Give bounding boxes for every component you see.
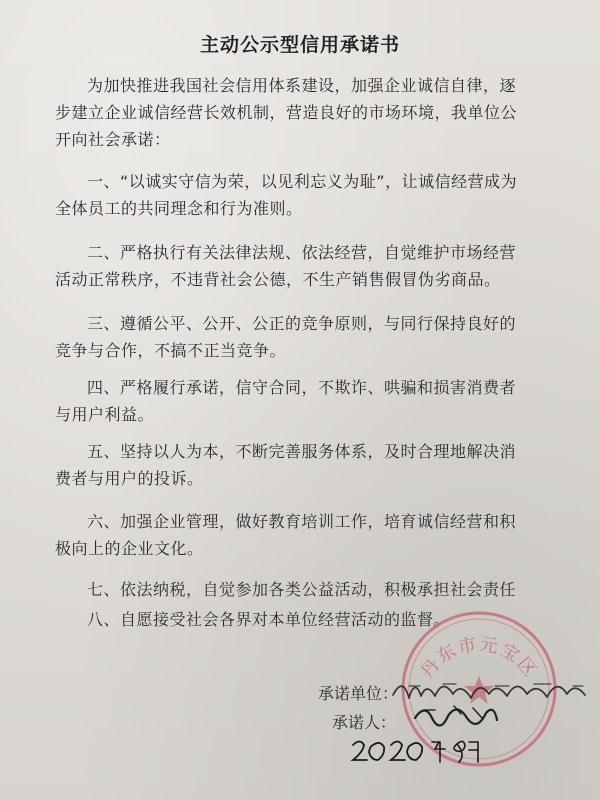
commitment-line: 一、“以诚实守信为荣，以见利忘义为耻”，让诚信经营成为 <box>87 172 518 191</box>
commitment-line: 六、加强企业管理，做好教育培训工作，培育诚信经营和积 <box>87 512 517 531</box>
commitment-line: 四、严格履行承诺，信守合同，不欺诈、哄骗和损害消费者 <box>87 378 517 397</box>
commitment-line: 活动正常秩序，不违背社会公德，不生产销售假冒伪劣商品。 <box>55 270 501 289</box>
handwritten-date <box>345 735 495 771</box>
commitment-line: 二、严格执行有关法律法规、依法经营，自觉维护市场经营 <box>87 243 517 262</box>
intro-line: 为加快推进我国社会信用体系建设，加强企业诚信自律，逐 <box>87 76 517 95</box>
commitment-line: 与用户利益。 <box>55 405 155 424</box>
commitment-line: 费者与用户的投诉。 <box>55 469 204 488</box>
document-title: 主动公示型信用承诺书 <box>199 34 400 56</box>
commitment-line: 全体员工的共同理念和行为准则。 <box>55 199 303 218</box>
commitment-line: 七、依法纳税，自觉参加各类公益活动，积极承担社会责任 <box>87 580 517 599</box>
commitment-item-2 <box>55 239 575 293</box>
commitment-item-4 <box>55 374 575 428</box>
commitment-item-3 <box>55 310 575 364</box>
commitment-line: 极向上的企业文化。 <box>55 539 204 558</box>
commitment-line: 五、坚持以人为本，不断完善服务体系，及时合理地解决消 <box>87 442 517 461</box>
commitment-line: 竞争与合作，不搞不正当竞争。 <box>55 341 287 360</box>
commitment-unit-label: 承诺单位： <box>318 684 399 703</box>
intro-line: 开向社会承诺： <box>55 130 171 149</box>
intro-paragraph <box>55 72 575 153</box>
commitment-item-1 <box>55 168 575 222</box>
stamp-text: 丹东市元宝区 <box>416 633 542 683</box>
commitment-item-7 <box>55 576 575 603</box>
commitment-item-6 <box>55 508 575 562</box>
commitment-person-label: 承诺人： <box>332 713 397 732</box>
intro-line: 步建立企业诚信经营长效机制，营造良好的市场环境，我单位公 <box>55 103 518 122</box>
commitment-line: 八、自愿接受社会各界对本单位经营活动的监督。 <box>87 610 451 629</box>
commitment-item-5 <box>55 438 575 492</box>
commitment-line: 三、遵循公平、公开、公正的竞争原则，与同行保持良好的 <box>87 314 517 333</box>
signature <box>410 698 500 738</box>
